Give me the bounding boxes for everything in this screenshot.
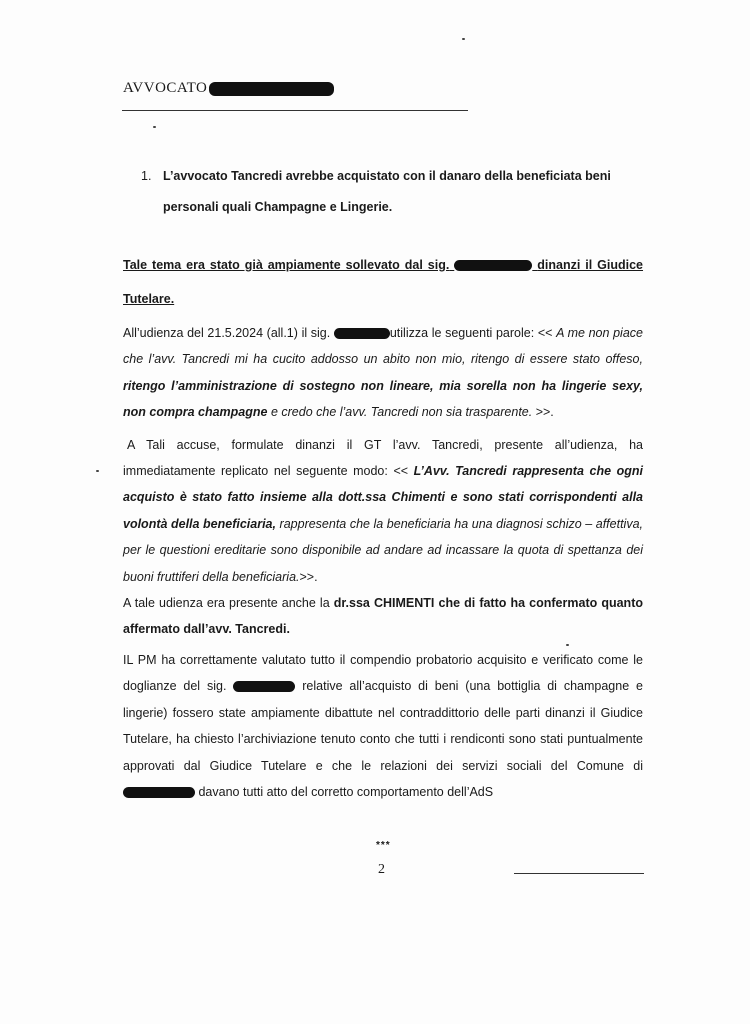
scan-speck: [96, 470, 99, 472]
paragraph-pm: [123, 647, 643, 805]
redaction-mark: [334, 328, 390, 339]
para3-quote-bold: L’Avv. Tancredi rappresenta che ogni acquisto è stato fatto insieme alla dott.ssa Chimenti e sono stati corrispondenti alla volontà della beneficiaria,: [123, 464, 643, 531]
scan-speck: [566, 644, 569, 646]
para3-quote: rappresenta che la beneficiaria ha una diagnosi schizo – affettiva, per le questioni ereditarie sono disponibile ad andare ad incassare la quota di spettanza dei buoni fruttiferi della beneficiaria.: [123, 516, 643, 584]
para3-a: A Tali accuse, formulate dinanzi il GT l’avv. Tancredi, presente all’udienza, ha immediatamente replicato nel seguente modo: <<: [123, 437, 643, 479]
para5-a: IL PM ha correttamente valutato tutto il compendio probatorio acquisito e verificato come le doglianze del sig.: [123, 652, 643, 694]
paragraph-reply: [123, 432, 643, 590]
para1-text-b: dinanzi il Giudice Tutelare.: [123, 258, 644, 306]
redaction-mark: [123, 787, 195, 798]
para2-a: All’udienza del 21.5.2024 (all.1) il sig.: [123, 326, 331, 340]
para2-close: >>.: [532, 405, 554, 420]
page-number: 2: [378, 862, 385, 877]
para1-text-a: Tale tema era stato già ampiamente sollevato dal sig.: [123, 258, 450, 272]
header-rule: [122, 110, 468, 111]
para2-b: utilizza le seguenti parole: <<: [389, 326, 557, 340]
paragraph-presence: [123, 590, 643, 643]
para5-b: relative all’acquisto di beni (una bottiglia di champagne e lingerie) fossero state ampiamente dibattute nel contraddittorio delle parti dinanzi il Giudice Tutelare, ha chiesto l’archiviazione tenuto conto che tutti i rendiconti sono stati puntualmente approvati dal Giudice Tutelare e che le relazioni dei servizi sociali del Comune di: [123, 679, 643, 773]
scan-speck: [153, 126, 156, 128]
para3-close: >>.: [299, 569, 318, 584]
para2-quote-bold: ritengo l’amministrazione di sostegno non lineare, mia sorella non ha lingerie sexy, non compra champagne: [123, 378, 643, 420]
document-body: [123, 248, 643, 805]
footer-rule: [514, 873, 644, 874]
section-separator: ***: [376, 840, 391, 851]
para4-bold: dr.ssa CHIMENTI che di fatto ha confermato quanto affermato dall’avv. Tancredi.: [123, 596, 643, 637]
item-text: L’avvocato Tancredi avrebbe acquistato con il danaro della beneficiata beni personali quali Champagne e Lingerie.: [163, 169, 611, 214]
header-label: AVVOCATO: [123, 80, 208, 96]
paragraph-hearing: [123, 320, 643, 426]
underlined-paragraph: [123, 248, 643, 316]
redaction-mark: [209, 82, 334, 96]
redaction-mark: [454, 260, 532, 271]
numbered-item: [141, 161, 641, 223]
redaction-mark: [233, 681, 295, 692]
item-number: 1.: [141, 169, 152, 183]
para2-quote-end: e credo che l’avv. Tancredi non sia trasparente.: [267, 405, 533, 420]
para4-a: A tale udienza era presente anche la: [123, 596, 334, 611]
scan-speck: [462, 38, 465, 40]
para2-quote: A me non piace che l’avv. Tancredi mi ha cucito addosso un abito non mio, ritengo di essere stato offeso,: [123, 326, 643, 367]
para5-c: davano tutti atto del corretto comportamento dell’AdS: [198, 784, 494, 799]
lawyer-header: [123, 80, 334, 97]
